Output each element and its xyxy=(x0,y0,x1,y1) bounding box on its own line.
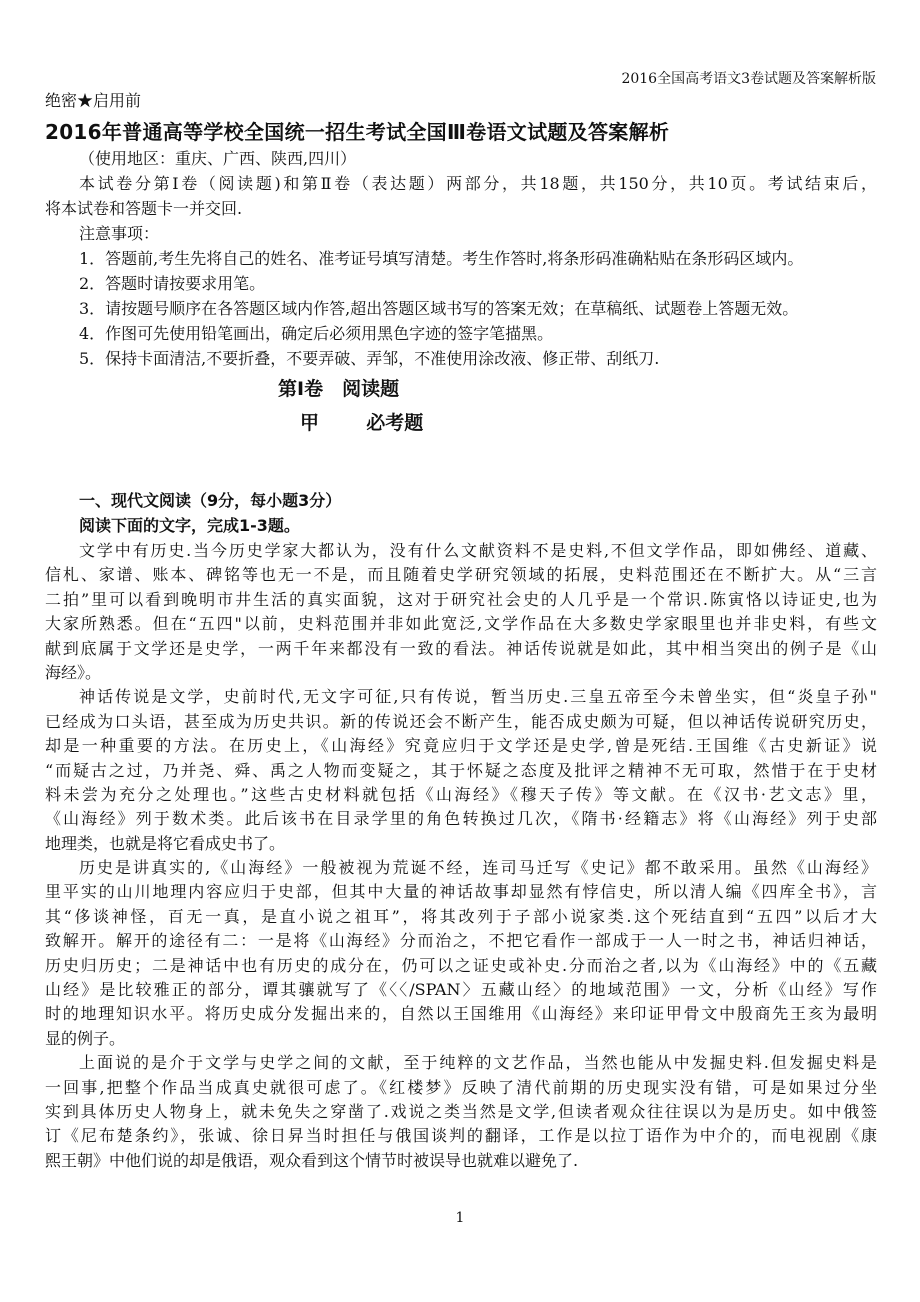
notice-item: 4．作图可先使用铅笔画出，确定后必须用黑色字迹的签字笔描黑。 xyxy=(79,324,554,343)
passage-line: 山经》是比较雅正的部分，谭其骧就写了《〈〈/SPAN〉五藏山经〉的地域范围》一文，分析《山经》写作 xyxy=(45,980,877,1000)
passage-line: 致解开。解开的途径有二：一是将《山海经》分而治之，不把它看作一部成于一人一时之书，神话归神话， xyxy=(45,931,877,951)
passage-paragraph xyxy=(45,539,877,685)
front-matter xyxy=(45,146,877,371)
passage-line: 神话传说是文学，史前时代,无文字可征,只有传说，暂当历史.三皇五帝至今未曾坐实，但“炎皇子孙" xyxy=(79,687,877,707)
passage-line: 实到具体历史人物身上，就未免失之穿凿了.戏说之类当然是文学,但读者观众往往误以为是历史。如中俄签 xyxy=(45,1101,877,1121)
notice-item: 1．答题前,考生先将自己的姓名、准考证号填写清楚。考生作答时,将条形码准确粘贴在条形码区域内。 xyxy=(79,249,804,268)
passage-line: 地理类，也就是将它看成史书了。 xyxy=(45,833,286,853)
page-number: 1 xyxy=(455,1210,465,1226)
passage-line: 订《尼布楚条约》，张诚、徐日昇当时担任与俄国谈判的翻译，工作是以拉丁语作为中介的，而电视剧《康 xyxy=(45,1126,877,1146)
notice-item: 5．保持卡面清洁,不要折叠，不要弄破、弄邹，不准使用涂改液、修正带、刮纸刀. xyxy=(79,349,660,368)
intro-line: 本试卷分第Ⅰ卷（阅读题)和第Ⅱ卷（表达题）两部分，共18题，共150分，共10页。考试结束后， xyxy=(79,174,877,193)
passage-line: 信札、家谱、账本、碑铭等也无一不是，而且随着史学研究领域的拓展，史料范围还在不断扩大。从“三言 xyxy=(45,565,877,585)
volume-heading: 第Ⅰ卷 阅读题 xyxy=(278,378,400,400)
passage-line: 时的地理知识水平。将历史成分发掘出来的，自然以王国维用《山海经》来印证甲骨文中殷商先王亥为最明 xyxy=(45,1004,877,1024)
passage-paragraph xyxy=(45,856,877,1051)
passage-paragraph xyxy=(45,685,877,856)
passage-line: 已经成为口头语，甚至成为历史共识。新的传说还会不断产生，能否成史颇为可疑，但以神话传说研究历史， xyxy=(45,711,877,731)
passage-line: 海经》。 xyxy=(45,662,102,682)
passage-line: 其“侈谈神怪，百无一真，是直小说之祖耳”，将其改列于子部小说家类.这个死结直到“五四”以后才大 xyxy=(45,906,877,926)
passage-line: 料未尝为充分之处理也。”这些古史材料就包括《山海经》《穆天子传》等文献。在《汉书·艺文志》里， xyxy=(45,784,877,804)
passage-line: 一回事,把整个作品当成真史就很可虑了。《红楼梦》反映了清代前期的历史现实没有错，可是如果过分坐 xyxy=(45,1077,877,1097)
passage-line: 上面说的是介于文学与史学之间的文献，至于纯粹的文艺作品，当然也能从中发掘史料.但发掘史料是 xyxy=(79,1053,877,1073)
subheading xyxy=(300,408,423,435)
passage-line: 历史是讲真实的,《山海经》一般被视为荒诞不经，连司马迁写《史记》都不敢采用。虽然《山海经》 xyxy=(79,858,877,878)
passage-line: 熙王朝》中他们说的却是俄语，观众看到这个情节时被误导也就难以避免了. xyxy=(45,1150,579,1170)
region-note: （使用地区：重庆、广西、陕西,四川） xyxy=(79,149,357,168)
section-heading: 一、现代文阅读（9分，每小题3分） xyxy=(79,491,342,510)
notice-item: 3．请按题号顺序在各答题区域内作答,超出答题区域书写的答案无效；在草稿纸、试题卷上答题无效。 xyxy=(79,299,799,318)
subheading-b: 必考题 xyxy=(366,412,424,434)
intro-line: 将本试卷和答题卡一并交回. xyxy=(45,199,243,218)
passage-line: 文学中有历史.当今历史学家大都认为，没有什么文献资料不是史料,不但文学作品，即如佛经、道藏、 xyxy=(79,541,877,560)
subheading-a: 甲 xyxy=(300,412,320,434)
running-header: 2016全国高考语文3卷试题及答案解析版 xyxy=(621,71,876,87)
notice-title: 注意事项： xyxy=(79,224,160,243)
reading-section xyxy=(45,488,877,1173)
passage xyxy=(45,539,877,1173)
passage-line: 大家所熟悉。但在“五四"以前，史料范围并非如此宽泛,文学作品在大多数史学家眼里也并非史料，有些文 xyxy=(45,614,877,634)
passage-paragraph xyxy=(45,1051,877,1173)
passage-line: 里平实的山川地理内容应归于史部，但其中大量的神话故事却显然有悖信史，所以清人编《四库全书》，言 xyxy=(45,882,877,902)
confidential-label: 绝密★启用前 xyxy=(45,91,142,110)
passage-line: “而疑古之过，乃并尧、舜、禹之人物而变疑之，其于怀疑之态度及批评之精神不无可取，然惜于在于史材 xyxy=(45,760,877,780)
passage-line: 《山海经》列于数术类。此后该书在目录学里的角色转换过几次，《隋书·经籍志》将《山海经》列于史部 xyxy=(45,809,877,829)
reading-instruction: 阅读下面的文字，完成1-3题。 xyxy=(79,516,300,535)
passage-line: 历史归历史；二是神话中也有历史的成分在，仍可以之证史或补史.分而治之者,以为《山海经》中的《五藏 xyxy=(45,955,877,975)
document-title: 2016年普通高等学校全国统一招生考试全国Ⅲ卷语文试题及答案解析 xyxy=(45,120,670,144)
passage-line: 却是一种重要的方法。在历史上，《山海经》究竟应归于文学还是史学,曾是死结.王国维《古史新证》说 xyxy=(45,736,877,756)
notice-item: 2．答题时请按要求用笔。 xyxy=(79,274,266,293)
passage-line: 显的例子。 xyxy=(45,1028,126,1048)
passage-line: 二拍”里可以看到晚明市井生活的真实面貌，这对于研究社会史的人几乎是一个常识.陈寅恪以诗证史,也为 xyxy=(45,589,877,609)
passage-line: 献到底属于文学还是史学，一两千年来都没有一致的看法。神话传说就是如此，其中相当突出的例子是《山 xyxy=(45,638,877,658)
